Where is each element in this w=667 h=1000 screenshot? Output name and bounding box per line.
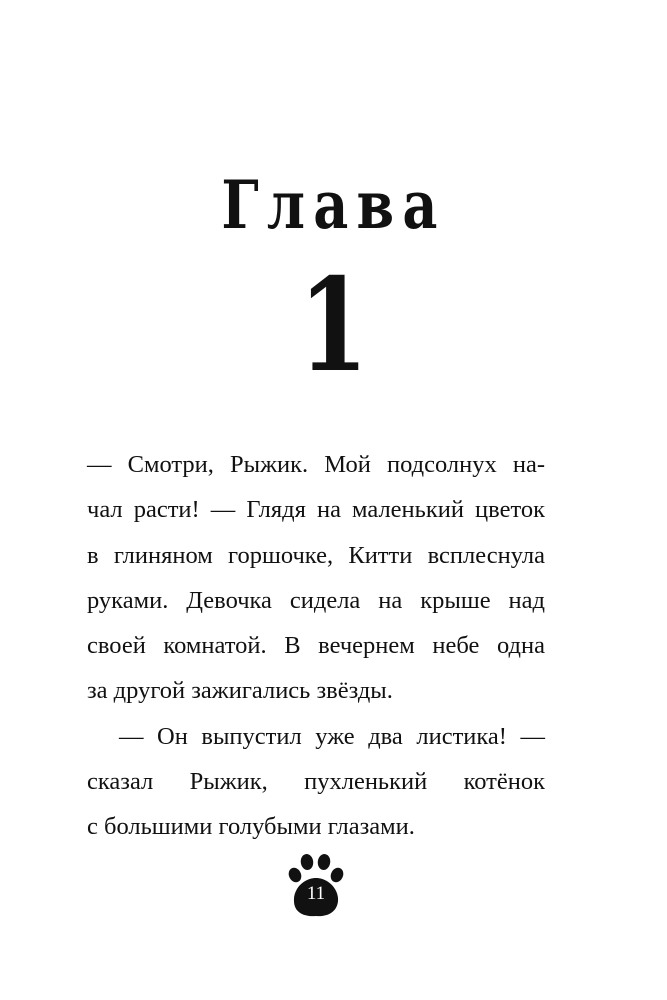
text-line: сказал Рыжик, пухленький котёнок (87, 768, 545, 796)
text-line: своей комнатой. В вечернем небе одна (87, 632, 545, 660)
text-line: — Он выпустил уже два листика! — (119, 722, 545, 750)
text-line: руками. Девочка сидела на крыше над (87, 586, 545, 614)
text-line: с большими голубыми глазами. (87, 813, 415, 841)
text-line: за другой зажигались звёзды. (87, 677, 393, 705)
chapter-label: Глава (221, 166, 446, 244)
body-text (87, 442, 545, 850)
text-line: — Смотри, Рыжик. Мой подсолнух на- (87, 451, 545, 478)
page-number: 11 (306, 883, 326, 904)
text-line: в глиняном горшочке, Китти всплеснула (87, 541, 545, 569)
chapter-number: 1 (298, 251, 369, 401)
text-line: чал расти! — Глядя на маленький цветок (87, 496, 545, 524)
